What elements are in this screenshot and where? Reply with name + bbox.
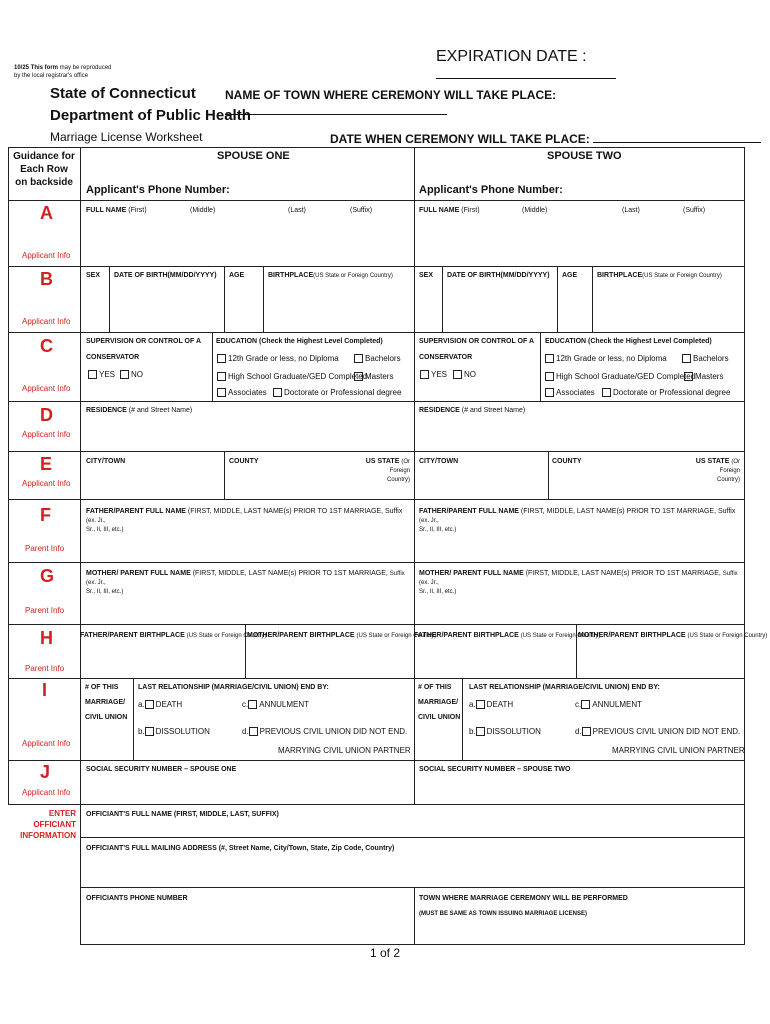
date-label: DATE WHEN CEREMONY WILL TAKE PLACE: <box>330 130 761 146</box>
s1-mother-bp-label: MOTHER/PARENT BIRTHPLACE (US State or Foreign Country) <box>247 632 437 639</box>
s2-last-label: (Last) <box>622 207 640 214</box>
officiant-name-label: OFFICIANT'S FULL NAME (FIRST, MIDDLE, LAST, SUFFIX) <box>86 811 279 818</box>
row-letter-f: F <box>40 505 51 525</box>
s1-county-label: COUNTY <box>229 458 259 465</box>
s1-edu-hs-checkbox[interactable]: High School Graduate/GED Completed <box>217 372 367 382</box>
s2-prev-t2: MARRYING CIVIL UNION PARTNER <box>612 746 745 755</box>
s1-education-label: EDUCATION (Check the Highest Level Completed) <box>216 338 383 345</box>
s2-age-label: AGE <box>562 272 578 279</box>
date-field[interactable] <box>593 130 761 143</box>
row-info-g: Parent Info <box>25 606 65 615</box>
s2-county-label: COUNTY <box>552 458 582 465</box>
guidance-header: Guidance for Each Row on backside <box>13 151 75 188</box>
row-letter-g: G <box>40 566 55 586</box>
s1-sex-label: SEX <box>86 272 101 279</box>
s1-state-label: US STATE (Or Foreign Country) <box>365 458 410 483</box>
s2-education-label: EDUCATION (Check the Highest Level Completed) <box>545 338 712 345</box>
row-info-c: Applicant Info <box>22 384 71 393</box>
s2-supervision-label: SUPERVISION OR CONTROL OF A <box>419 338 534 345</box>
spouse-one-phone-label: Applicant's Phone Number: <box>86 184 230 196</box>
s2-edu-bach-checkbox[interactable]: Bachelors <box>682 354 729 364</box>
row-info-e: Applicant Info <box>22 479 71 488</box>
s1-birthplace-label: BIRTHPLACE(US State or Foreign Country) <box>268 272 393 279</box>
page-number: 1 of 2 <box>370 946 401 960</box>
s1-death-checkbox[interactable]: a. DEATH <box>138 700 183 709</box>
s2-edu-masters-checkbox[interactable]: Masters <box>684 372 723 382</box>
s2-dob-label: DATE OF BIRTH(MM/DD/YYYY) <box>447 272 550 279</box>
s1-edu-bach-checkbox[interactable]: Bachelors <box>354 354 401 364</box>
row-info-i: Applicant Info <box>22 739 71 748</box>
row-letter-i: I <box>42 680 48 700</box>
s2-father-name-label: FATHER/PARENT FULL NAME (FIRST, MIDDLE, LAST NAME(s) PRIOR TO 1ST MARRIAGE, Suffix (ex. Jr., Sr., II, III, etc.) <box>419 508 736 533</box>
s2-edu-doct-checkbox[interactable]: Doctorate or Professional degree <box>602 388 730 398</box>
officiant-phone-label: OFFICIANTS PHONE NUMBER <box>86 895 188 902</box>
s1-father-bp-label: FATHER/PARENT BIRTHPLACE (US State or Foreign Country) <box>80 632 267 639</box>
s2-diss-checkbox[interactable]: b. DISSOLUTION <box>469 727 541 736</box>
s1-suffix-label: (Suffix) <box>350 207 373 214</box>
row-info-b: Applicant Info <box>22 317 71 326</box>
form-note-line2: by the local registrar's office <box>14 73 89 79</box>
row-letter-c: C <box>40 336 53 356</box>
s2-mother-bp-label: MOTHER/PARENT BIRTHPLACE (US State or Foreign Country) <box>578 632 768 639</box>
s1-yes-checkbox[interactable]: YES <box>88 370 115 380</box>
s2-state-label: US STATE (Or Foreign Country) <box>695 458 740 483</box>
row-info-j: Applicant Info <box>22 788 71 797</box>
town-label: NAME OF TOWN WHERE CEREMONY WILL TAKE PLACE: <box>225 88 770 118</box>
s1-full-name-input[interactable] <box>82 218 412 264</box>
s2-conservator-label: CONSERVATOR <box>419 354 473 361</box>
s1-full-name-label: FULL NAME (First) <box>86 207 147 214</box>
state-title: State of Connecticut <box>50 85 196 102</box>
s2-yes-checkbox[interactable]: YES <box>420 370 447 380</box>
s1-ssn-label: SOCIAL SECURITY NUMBER – SPOUSE ONE <box>86 766 237 773</box>
s2-city-label: CITY/TOWN <box>419 458 459 465</box>
row-letter-b: B <box>40 269 53 289</box>
s2-residence-label: RESIDENCE (# and Street Name) <box>419 407 526 414</box>
row-letter-e: E <box>40 454 53 474</box>
s2-mother-name-label: MOTHER/ PARENT FULL NAME (FIRST, MIDDLE, LAST NAME(s) PRIOR TO 1ST MARRIAGE, Suffix (ex. Jr., Sr., II, III, etc.) <box>419 570 738 595</box>
s2-edu-12-checkbox[interactable]: 12th Grade or less, no Diploma <box>545 354 667 364</box>
s2-no-checkbox[interactable]: NO <box>453 370 476 380</box>
s2-last-rel-label: LAST RELATIONSHIP (MARRIAGE/CIVIL UNION) END BY: <box>469 684 660 691</box>
s2-death-checkbox[interactable]: a. DEATH <box>469 700 514 709</box>
s1-residence-label: RESIDENCE (# and Street Name) <box>86 407 193 414</box>
s2-suffix-label: (Suffix) <box>683 207 706 214</box>
expiration-date-field[interactable] <box>436 62 616 79</box>
s1-age-label: AGE <box>229 272 245 279</box>
worksheet-title: Marriage License Worksheet <box>50 130 203 144</box>
row-letter-d: D <box>40 405 53 425</box>
s2-prev-checkbox[interactable]: d. PREVIOUS CIVIL UNION DID NOT END. <box>575 727 741 736</box>
dept-title: Department of Public Health <box>50 107 251 124</box>
s1-father-name-label: FATHER/PARENT FULL NAME (FIRST, MIDDLE, LAST NAME(s) PRIOR TO 1ST MARRIAGE, Suffix (ex. Jr., Sr., II, III, etc.) <box>86 508 403 533</box>
officiant-town-note: (MUST BE SAME AS TOWN ISSUING MARRIAGE LICENSE) <box>419 911 588 917</box>
spouse-one-header: SPOUSE ONE <box>217 150 290 162</box>
expiration-date-label: EXPIRATION DATE : <box>436 51 770 80</box>
s1-num-marriage-label: # OF THIS MARRIAGE/ CIVIL UNION <box>85 684 128 721</box>
s1-middle-label: (Middle) <box>190 207 216 214</box>
town-field[interactable] <box>225 102 447 115</box>
officiant-guidance: ENTER OFFICIANT INFORMATION <box>20 809 76 840</box>
row-letter-j: J <box>40 762 51 782</box>
s2-edu-assoc-checkbox[interactable]: Associates <box>545 388 595 398</box>
s1-supervision-label: SUPERVISION OR CONTROL OF A <box>86 338 201 345</box>
s2-edu-hs-checkbox[interactable]: High School Graduate/GED Completed <box>545 372 695 382</box>
officiant-town-label: TOWN WHERE MARRIAGE CEREMONY WILL BE PERFORMED <box>419 895 628 902</box>
s1-prev-t2: MARRYING CIVIL UNION PARTNER <box>278 746 411 755</box>
s1-edu-assoc-checkbox[interactable]: Associates <box>217 388 267 398</box>
row-info-f: Parent Info <box>25 544 65 553</box>
s2-full-name-input[interactable] <box>416 218 742 264</box>
s1-edu-12-checkbox[interactable]: 12th Grade or less, no Diploma <box>217 354 339 364</box>
s1-conservator-label: CONSERVATOR <box>86 354 140 361</box>
s1-prev-checkbox[interactable]: d. PREVIOUS CIVIL UNION DID NOT END. <box>242 727 408 736</box>
s1-edu-masters-checkbox[interactable]: Masters <box>354 372 393 382</box>
s1-mother-name-label: MOTHER/ PARENT FULL NAME (FIRST, MIDDLE, LAST NAME(s) PRIOR TO 1ST MARRIAGE, Suffix (ex. Jr., Sr., II, III, etc.) <box>86 570 405 595</box>
s2-father-bp-label: FATHER/PARENT BIRTHPLACE (US State or Foreign Country) <box>414 632 601 639</box>
s2-num-marriage-label: # OF THIS MARRIAGE/ CIVIL UNION <box>418 684 461 721</box>
spouse-two-phone-label: Applicant's Phone Number: <box>419 184 563 196</box>
s1-last-rel-label: LAST RELATIONSHIP (MARRIAGE/CIVIL UNION) END BY: <box>138 684 329 691</box>
s1-edu-doct-checkbox[interactable]: Doctorate or Professional degree <box>273 388 401 398</box>
s2-middle-label: (Middle) <box>522 207 548 214</box>
officiant-address-label: OFFICIANT'S FULL MAILING ADDRESS (#, Street Name, City/Town, State, Zip Code, Country) <box>86 845 395 852</box>
s1-diss-checkbox[interactable]: b. DISSOLUTION <box>138 727 210 736</box>
form-note: 10/25 This form may be reproduced <box>14 65 112 71</box>
row-info-h: Parent Info <box>25 664 65 673</box>
spouse-two-header: SPOUSE TWO <box>547 150 622 162</box>
row-info-d: Applicant Info <box>22 430 71 439</box>
s1-city-label: CITY/TOWN <box>86 458 126 465</box>
s1-annul-checkbox[interactable]: c. ANNULMENT <box>242 700 310 709</box>
s2-annul-checkbox[interactable]: c. ANNULMENT <box>575 700 643 709</box>
row-letter-h: H <box>40 628 53 648</box>
s1-dob-label: DATE OF BIRTH(MM/DD/YYYY) <box>114 272 217 279</box>
s2-sex-label: SEX <box>419 272 434 279</box>
s1-no-checkbox[interactable]: NO <box>120 370 143 380</box>
s2-ssn-label: SOCIAL SECURITY NUMBER – SPOUSE TWO <box>419 766 571 773</box>
row-info-a: Applicant Info <box>22 251 71 260</box>
s2-full-name-label: FULL NAME (First) <box>419 207 480 214</box>
row-letter-a: A <box>40 203 53 223</box>
s1-last-label: (Last) <box>288 207 306 214</box>
s2-birthplace-label: BIRTHPLACE(US State or Foreign Country) <box>597 272 722 279</box>
